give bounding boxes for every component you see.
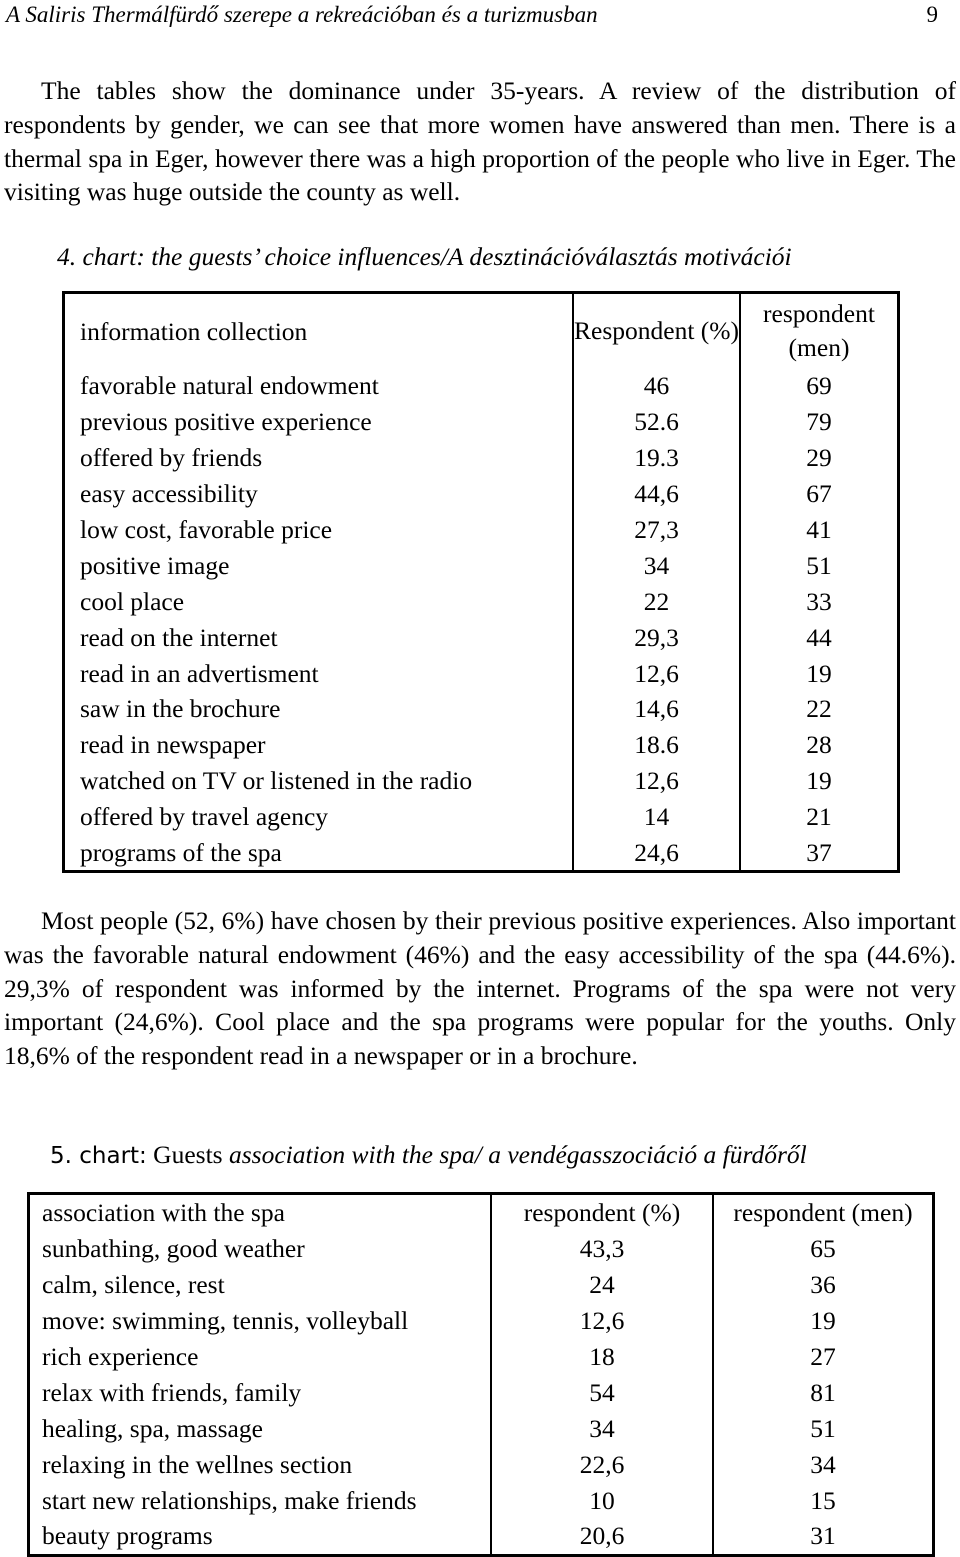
table-row [29,1410,934,1446]
row-label: rich experience [42,1342,199,1371]
row-percent: 14,6 [573,691,740,727]
table-row [64,727,899,763]
row-percent: 10 [491,1482,713,1518]
row-men: 19 [810,1306,836,1336]
table-row [29,1339,934,1375]
row-label: healing, spa, massage [42,1413,263,1443]
row-men: 21 [806,802,832,832]
spa-association-table [27,1192,935,1557]
row-label: read in an advertisment [80,658,319,688]
row-percent: 43,3 [491,1231,713,1267]
column-header-men: respondent (men) [733,1198,913,1228]
row-percent: 52.6 [573,404,740,440]
table-row [64,835,899,872]
running-title: A Saliris Thermálfürdő szerepe a rekreációban és a turizmusban [6,2,598,27]
row-men: 69 [806,371,832,401]
row-men: 51 [806,550,832,580]
column-header-men: respondent (men) [763,299,875,362]
table-row [29,1374,934,1410]
row-label: start new relationships, make friends [42,1485,417,1515]
row-label: positive image [80,550,230,580]
row-label: offered by travel agency [80,802,329,832]
table-row [64,368,899,404]
row-men: 33 [806,586,832,616]
table-row [29,1267,934,1303]
row-percent: 27,3 [573,512,740,548]
table2-caption-number: 5. chart: [50,1143,147,1169]
table1-caption: 4. chart: the guests’ choice influences/A desztinációválasztás motivációi [57,242,792,271]
row-men: 67 [806,479,832,509]
table-row [64,763,899,799]
row-men: 19 [806,766,832,796]
row-men: 81 [810,1377,836,1407]
row-percent: 12,6 [491,1303,713,1339]
row-men: 19 [806,658,832,688]
table2-caption-italic: association with the spa/ a vendégasszociáció a fürdőről [228,1140,807,1169]
table-row [64,512,899,548]
table-row [29,1482,934,1518]
table-row [29,1446,934,1482]
table-row [64,655,899,691]
table-row [64,404,899,440]
row-label: relax with friends, family [42,1377,302,1407]
row-label: calm, silence, rest [42,1270,225,1300]
row-men: 27 [810,1342,836,1371]
row-label: sunbathing, good weather [42,1234,305,1264]
table-header-row [29,1194,934,1231]
row-percent: 24 [491,1267,713,1303]
summary-paragraph: Most people (52, 6%) have chosen by their previous positive experiences. Also important was the favorable natural endowment (46%) and the easy accessibility of the spa (44.6%). 29,3% of respondent was informed by the internet. Programs of the spa were not very important (24,6%). Cool place and the spa programs were popular for the youths. Only 18,6% of the respondent read in a newspaper or in a brochure. [4,906,956,1071]
guest-choice-table [62,291,900,873]
row-percent: 22 [573,583,740,619]
table-header-row [64,293,899,369]
row-percent: 54 [491,1374,713,1410]
table2-caption [50,1140,807,1170]
row-label: easy accessibility [80,479,258,509]
row-label: relaxing in the wellnes section [42,1449,353,1479]
row-men: 51 [810,1413,836,1443]
row-label: favorable natural endowment [80,371,379,401]
row-percent: 12,6 [573,763,740,799]
row-men: 41 [806,515,832,544]
row-men: 15 [810,1485,836,1515]
column-header-percent: respondent (%) [491,1194,713,1231]
row-label: beauty programs [42,1521,213,1551]
row-label: read on the internet [80,622,278,652]
row-men: 29 [806,443,832,473]
table-row [29,1231,934,1267]
row-men: 28 [806,730,832,760]
row-percent: 34 [491,1410,713,1446]
row-label: programs of the spa [80,838,282,868]
table-row [29,1303,934,1339]
row-percent: 12,6 [573,655,740,691]
row-label: move: swimming, tennis, volleyball [42,1306,409,1336]
row-percent: 46 [573,368,740,404]
row-label: watched on TV or listened in the radio [80,766,473,796]
row-percent: 29,3 [573,619,740,655]
row-percent: 19.3 [573,440,740,476]
row-men: 79 [806,407,832,437]
row-men: 34 [810,1449,836,1479]
row-label: read in newspaper [80,730,266,760]
table-row [64,547,899,583]
table-row [64,476,899,512]
row-men: 37 [806,838,832,868]
row-men: 31 [810,1521,836,1551]
table-row [64,583,899,619]
column-header-label: information collection [80,316,308,346]
table-row [64,440,899,476]
row-label: cool place [80,586,185,616]
row-percent: 20,6 [491,1518,713,1555]
row-percent: 14 [573,799,740,835]
row-men: 65 [810,1234,836,1264]
column-header-label: association with the spa [42,1198,285,1228]
table-row [64,691,899,727]
row-label: low cost, favorable price [80,515,333,544]
column-header-percent: Respondent (%) [573,293,740,369]
row-label: previous positive experience [80,407,372,437]
table-row [29,1518,934,1555]
page-header [6,0,938,28]
table-row [64,799,899,835]
row-label: offered by friends [80,443,263,473]
row-label: saw in the brochure [80,694,281,724]
row-percent: 22,6 [491,1446,713,1482]
page-number: 9 [926,2,938,27]
row-percent: 44,6 [573,476,740,512]
row-percent: 18.6 [573,727,740,763]
table-row [64,619,899,655]
row-men: 22 [806,694,832,724]
table2-caption-plain: Guests [153,1140,223,1169]
row-men: 36 [810,1270,836,1300]
row-percent: 24,6 [573,835,740,872]
row-percent: 18 [491,1339,713,1375]
intro-paragraph: The tables show the dominance under 35-years. A review of the distribution of respondents by gender, we can see that more women have answered than men. There is a thermal spa in Eger, however there was a high proportion of the people who live in Eger. The visiting was huge outside the county as well. [4,76,956,207]
row-men: 44 [806,622,832,652]
row-percent: 34 [573,547,740,583]
